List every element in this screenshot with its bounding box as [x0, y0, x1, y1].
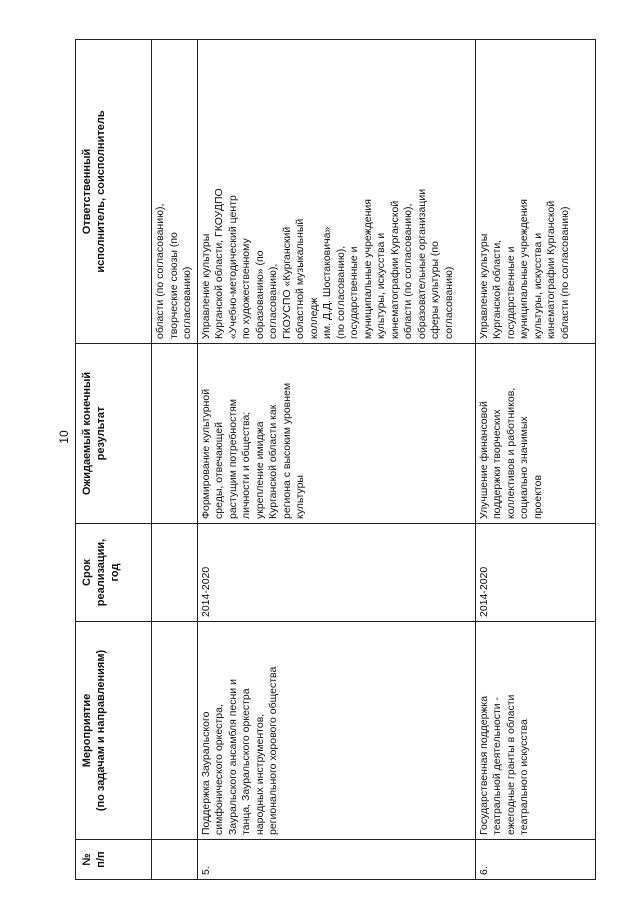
table-row-continuation [152, 40, 198, 880]
cell-num [152, 840, 198, 880]
header-term: Срок реализации, год [76, 524, 152, 622]
cell-result: Формирование культурной среды, отвечающей растущим потребностям личности и общества; укрепление имиджа Курганской области как региона с высоким уровнем культуры [197, 344, 475, 524]
table-row [475, 40, 595, 880]
cell-event [152, 622, 198, 840]
cell-term [152, 524, 198, 622]
cell-event: Поддержка Зауральского симфонического оркестра, Зауральского ансамбля песни и танца, Зауральского оркестра народных инструментов, регионального хорового общества [197, 622, 475, 840]
cell-responsible: Управление культуры Курганской области, государственные и муниципальные учреждения культуры, искусства и кинематографии Курганской области (по согласованию) [475, 40, 595, 344]
rotated-table-container [75, 40, 595, 880]
header-responsible: Ответственный исполнитель, соисполнитель [76, 40, 152, 344]
cell-result: Улучшение финансовой поддержки творческих коллективов и работников, социально значимых проектов [475, 344, 595, 524]
cell-term: 2014-2020 [475, 524, 595, 622]
header-num: № п/п [76, 840, 152, 880]
header-event: Мероприятие (по задачам и направлениям) [76, 622, 152, 840]
cell-num: 6. [475, 840, 595, 880]
cell-responsible: области (по согласованию), творческие союзы (по согласованию) [152, 40, 198, 344]
page-number: 10 [57, 430, 71, 444]
cell-responsible: Управление культуры Курганской области, ГКОУДПО «Учебно-методический центр по художественному образованию» (по согласованию), ГКОУСПО «Курганский областной музыкальный колледж им. Д.Д. Шостаковича» (по согласованию), государственные и муниципальные учреждения культуры, искусства и кинематографии Курганской области (по согласованию), образовательные организации сферы культуры (по согласованию) [197, 40, 475, 344]
cell-num: 5. [197, 840, 475, 880]
activities-table [75, 39, 596, 880]
cell-term: 2014-2020 [197, 524, 475, 622]
table-header-row [76, 40, 152, 880]
header-result: Ожидаемый конечный результат [76, 344, 152, 524]
cell-event: Государственная поддержка театральной деятельности - ежегодные гранты в области театрального искусства [475, 622, 595, 840]
cell-result [152, 344, 198, 524]
table-row [197, 40, 475, 880]
